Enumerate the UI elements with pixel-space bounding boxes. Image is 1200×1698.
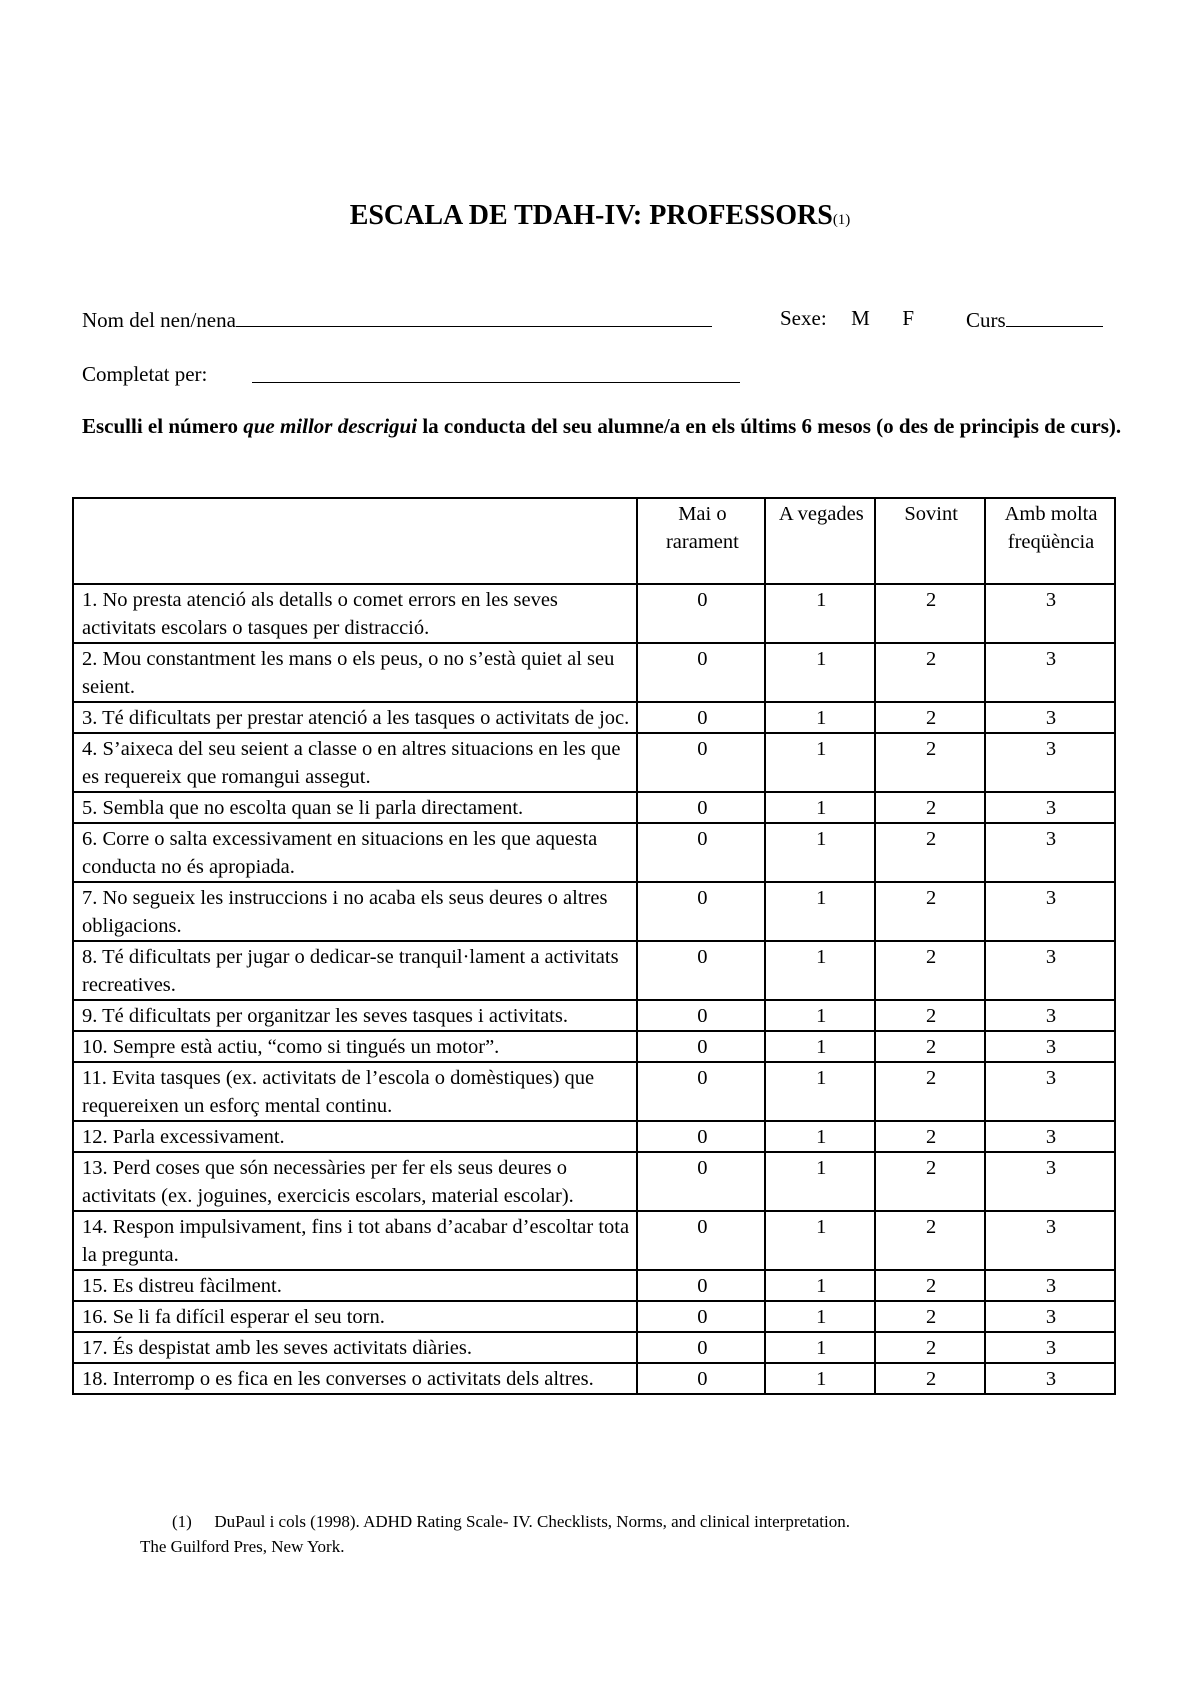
- page-title: [0, 200, 1200, 232]
- score-option-1[interactable]: 1: [765, 1270, 875, 1301]
- score-option-0[interactable]: 0: [637, 643, 765, 702]
- table-row: [73, 702, 1115, 733]
- title-footnote-ref: (1): [832, 212, 851, 228]
- score-option-2[interactable]: 2: [875, 941, 985, 1000]
- sex-label: Sexe:: [780, 306, 827, 330]
- completed-by-line-field: [252, 362, 740, 389]
- score-option-2[interactable]: 2: [875, 1152, 985, 1211]
- table-row: [73, 643, 1115, 702]
- header-never: Mai o rarament: [637, 498, 765, 584]
- score-option-3[interactable]: 3: [985, 643, 1115, 702]
- table-header-row: [73, 498, 1115, 584]
- score-option-1[interactable]: 1: [765, 792, 875, 823]
- name-line: [82, 306, 712, 333]
- completed-by-field[interactable]: [252, 362, 740, 383]
- completed-by-line: [82, 362, 207, 387]
- score-option-1[interactable]: 1: [765, 584, 875, 643]
- score-option-0[interactable]: 0: [637, 792, 765, 823]
- score-option-3[interactable]: 3: [985, 1000, 1115, 1031]
- score-option-0[interactable]: 0: [637, 1000, 765, 1031]
- score-option-1[interactable]: 1: [765, 882, 875, 941]
- score-option-2[interactable]: 2: [875, 702, 985, 733]
- score-option-0[interactable]: 0: [637, 882, 765, 941]
- score-option-1[interactable]: 1: [765, 702, 875, 733]
- score-option-0[interactable]: 0: [637, 1301, 765, 1332]
- item-text: 17. És despistat amb les seves activitats diàries.: [73, 1332, 637, 1363]
- course-line: [966, 306, 1103, 333]
- sex-option-f[interactable]: F: [902, 306, 915, 330]
- score-option-3[interactable]: 3: [985, 1332, 1115, 1363]
- score-option-1[interactable]: 1: [765, 643, 875, 702]
- completed-by-label: Completat per:: [82, 362, 208, 386]
- table-row: [73, 1301, 1115, 1332]
- score-option-3[interactable]: 3: [985, 1363, 1115, 1394]
- score-option-1[interactable]: 1: [765, 1031, 875, 1062]
- score-option-0[interactable]: 0: [637, 823, 765, 882]
- score-option-2[interactable]: 2: [875, 1000, 985, 1031]
- item-text: 10. Sempre està actiu, “como si tingués un motor”.: [73, 1031, 637, 1062]
- score-option-2[interactable]: 2: [875, 1121, 985, 1152]
- item-text: 3. Té dificultats per prestar atenció a les tasques o activitats de joc.: [73, 702, 637, 733]
- item-text: 6. Corre o salta excessivament en situacions en les que aquesta conducta no és apropiada.: [73, 823, 637, 882]
- score-option-1[interactable]: 1: [765, 1301, 875, 1332]
- item-text: 5. Sembla que no escolta quan se li parla directament.: [73, 792, 637, 823]
- score-option-1[interactable]: 1: [765, 733, 875, 792]
- table-row: [73, 1363, 1115, 1394]
- item-text: 18. Interromp o es fica en les converses o activitats dels altres.: [73, 1363, 637, 1394]
- score-option-1[interactable]: 1: [765, 1121, 875, 1152]
- footnote-line1: [172, 1510, 850, 1533]
- instructions-emphasis: que millor descrigui: [243, 414, 418, 438]
- score-option-1[interactable]: 1: [765, 1332, 875, 1363]
- score-option-2[interactable]: 2: [875, 643, 985, 702]
- instructions-before: Esculli el número: [82, 414, 244, 438]
- item-text: 11. Evita tasques (ex. activitats de l’escola o domèstiques) que requereixen un esforç mental continu.: [73, 1062, 637, 1121]
- score-option-3[interactable]: 3: [985, 823, 1115, 882]
- header-very-often: Amb molta freqüència: [985, 498, 1115, 584]
- score-option-3[interactable]: 3: [985, 1301, 1115, 1332]
- header-often: Sovint: [875, 498, 985, 584]
- score-option-3[interactable]: 3: [985, 733, 1115, 792]
- footnote-marker: (1): [172, 1512, 192, 1531]
- table-row: [73, 941, 1115, 1000]
- score-option-2[interactable]: 2: [875, 1062, 985, 1121]
- item-text: 15. Es distreu fàcilment.: [73, 1270, 637, 1301]
- table-row: [73, 733, 1115, 792]
- score-option-0[interactable]: 0: [637, 1270, 765, 1301]
- score-option-3[interactable]: 3: [985, 1121, 1115, 1152]
- item-text: 1. No presta atenció als detalls o comet errors en les seves activitats escolars o tasques per distracció.: [73, 584, 637, 643]
- table-row: [73, 1270, 1115, 1301]
- score-option-0[interactable]: 0: [637, 1121, 765, 1152]
- score-option-0[interactable]: 0: [637, 1152, 765, 1211]
- item-text: 4. S’aixeca del seu seient a classe o en altres situacions en les que es requereix que romangui assegut.: [73, 733, 637, 792]
- score-option-0[interactable]: 0: [637, 1363, 765, 1394]
- score-option-3[interactable]: 3: [985, 1152, 1115, 1211]
- table-row: [73, 1121, 1115, 1152]
- score-option-3[interactable]: 3: [985, 1031, 1115, 1062]
- table-row: [73, 1031, 1115, 1062]
- score-option-0[interactable]: 0: [637, 733, 765, 792]
- course-label: Curs: [966, 308, 1006, 332]
- table-row: [73, 584, 1115, 643]
- instructions-after: la conducta del seu alumne/a en els últims 6 mesos (o des de principis de curs).: [417, 414, 1122, 438]
- score-option-0[interactable]: 0: [637, 584, 765, 643]
- item-text: 2. Mou constantment les mans o els peus, o no s’està quiet al seu seient.: [73, 643, 637, 702]
- score-option-1[interactable]: 1: [765, 1152, 875, 1211]
- score-option-0[interactable]: 0: [637, 941, 765, 1000]
- item-text: 14. Respon impulsivament, fins i tot abans d’acabar d’escoltar tota la pregunta.: [73, 1211, 637, 1270]
- score-option-3[interactable]: 3: [985, 584, 1115, 643]
- table-row: [73, 792, 1115, 823]
- header-item: [73, 498, 637, 584]
- score-option-2[interactable]: 2: [875, 584, 985, 643]
- item-text: 16. Se li fa difícil esperar el seu torn.: [73, 1301, 637, 1332]
- name-label: Nom del nen/nena: [82, 308, 236, 332]
- table-row: [73, 1000, 1115, 1031]
- sex-line: [780, 306, 914, 331]
- score-option-1[interactable]: 1: [765, 941, 875, 1000]
- score-option-0[interactable]: 0: [637, 1211, 765, 1270]
- score-option-1[interactable]: 1: [765, 1363, 875, 1394]
- name-field[interactable]: [236, 306, 712, 327]
- score-option-3[interactable]: 3: [985, 1211, 1115, 1270]
- score-option-0[interactable]: 0: [637, 702, 765, 733]
- score-option-3[interactable]: 3: [985, 1062, 1115, 1121]
- score-option-0[interactable]: 0: [637, 1332, 765, 1363]
- score-option-2[interactable]: 2: [875, 792, 985, 823]
- footnote-line2: [140, 1535, 344, 1558]
- score-option-3[interactable]: 3: [985, 1270, 1115, 1301]
- item-text: 12. Parla excessivament.: [73, 1121, 637, 1152]
- table-row: [73, 882, 1115, 941]
- score-option-2[interactable]: 2: [875, 1211, 985, 1270]
- score-option-2[interactable]: 2: [875, 1270, 985, 1301]
- score-option-3[interactable]: 3: [985, 792, 1115, 823]
- score-option-3[interactable]: 3: [985, 882, 1115, 941]
- score-option-2[interactable]: 2: [875, 1301, 985, 1332]
- instructions: [82, 412, 1122, 440]
- score-option-2[interactable]: 2: [875, 1363, 985, 1394]
- score-option-1[interactable]: 1: [765, 1211, 875, 1270]
- sex-option-m[interactable]: M: [851, 306, 870, 330]
- rating-table: [72, 497, 1116, 1395]
- item-text: 7. No segueix les instruccions i no acaba els seus deures o altres obligacions.: [73, 882, 637, 941]
- item-text: 8. Té dificultats per jugar o dedicar-se tranquil·lament a activitats recreatives.: [73, 941, 637, 1000]
- score-option-2[interactable]: 2: [875, 882, 985, 941]
- table-row: [73, 1332, 1115, 1363]
- score-option-0[interactable]: 0: [637, 1062, 765, 1121]
- score-option-1[interactable]: 1: [765, 823, 875, 882]
- score-option-2[interactable]: 2: [875, 1031, 985, 1062]
- course-field[interactable]: [1006, 306, 1103, 327]
- score-option-2[interactable]: 2: [875, 823, 985, 882]
- title-text: ESCALA DE TDAH-IV: PROFESSORS: [349, 200, 833, 231]
- item-text: 9. Té dificultats per organitzar les seves tasques i activitats.: [73, 1000, 637, 1031]
- score-option-2[interactable]: 2: [875, 1332, 985, 1363]
- item-text: 13. Perd coses que són necessàries per fer els seus deures o activitats (ex. joguines, exercicis escolars, material escolar).: [73, 1152, 637, 1211]
- footnote-text-2: The Guilford Pres, New York.: [140, 1537, 345, 1556]
- table-row: [73, 1211, 1115, 1270]
- table-row: [73, 823, 1115, 882]
- footnote-text-1: DuPaul i cols (1998). ADHD Rating Scale- IV. Checklists, Norms, and clinical interpretation.: [214, 1512, 850, 1531]
- score-option-1[interactable]: 1: [765, 1062, 875, 1121]
- score-option-3[interactable]: 3: [985, 941, 1115, 1000]
- score-option-0[interactable]: 0: [637, 1031, 765, 1062]
- header-sometimes: A vegades: [765, 498, 875, 584]
- table-row: [73, 1062, 1115, 1121]
- table-row: [73, 1152, 1115, 1211]
- score-option-2[interactable]: 2: [875, 733, 985, 792]
- score-option-3[interactable]: 3: [985, 702, 1115, 733]
- score-option-1[interactable]: 1: [765, 1000, 875, 1031]
